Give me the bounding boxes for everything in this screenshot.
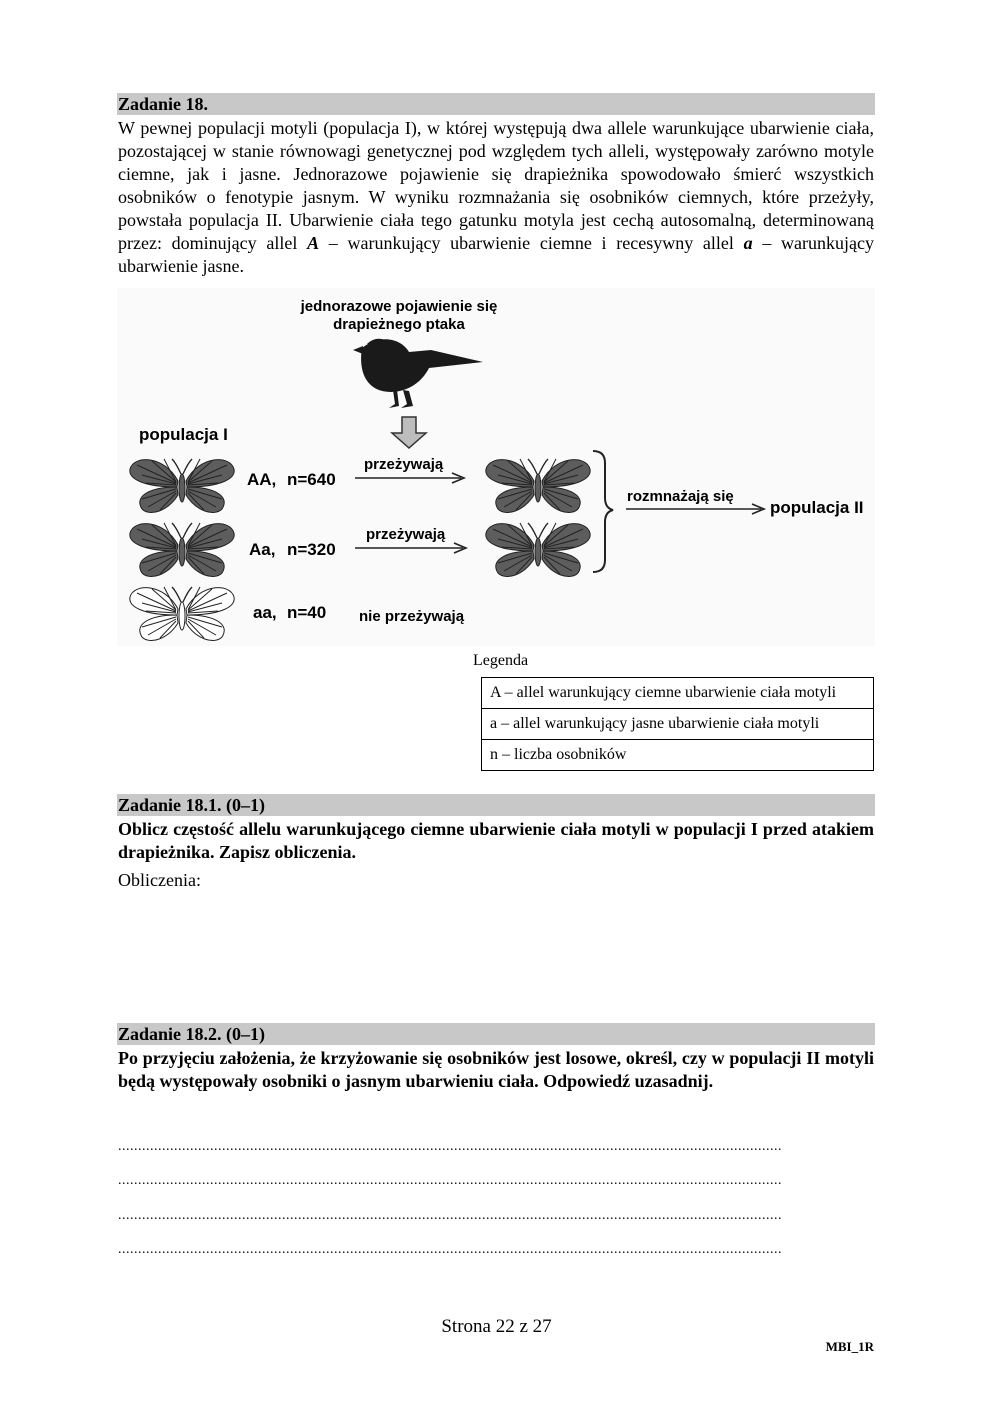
legend-row bbox=[482, 740, 874, 771]
intro-part2: – warunkujący ubarwienie ciemne i recesywny allel bbox=[319, 233, 744, 253]
genotype-AA: AA, bbox=[247, 470, 277, 489]
intro-part3: – warunkujący ubarwienie jasne. bbox=[118, 233, 874, 276]
genotype-aa: aa, bbox=[253, 603, 277, 622]
genotype-Aa: Aa, bbox=[249, 540, 276, 559]
count-AA: n=640 bbox=[287, 470, 336, 489]
legend-row bbox=[482, 678, 874, 709]
task18-2-header: Zadanie 18.2. (0–1) bbox=[117, 1023, 875, 1045]
population2-label: populacja II bbox=[770, 498, 864, 517]
reproduce-label: rozmnażają się bbox=[627, 488, 734, 505]
count-Aa: n=320 bbox=[287, 540, 336, 559]
intro-part1: W pewnej populacji motyli (populacja I), w której występują dwa allele warunkujące ubarwienie ciała, pozostającej w stanie równowagi genetycznej pod względem tych alleli, występowały zarówno motyle ciemne, jak i jasne. Jednorazowe pojawienie się drapieżnika spowodowało śmierć wszystkich osobników o fenotypie jasnym. W wyniku rozmnażania się osobników ciemnych, które przeżyły, powstała populacja II. Ubarwienie ciała tego gatunku motyla jest cechą autosomalną, determinowaną przez: dominujący allel bbox=[118, 118, 874, 253]
task18-header: Zadanie 18. bbox=[117, 93, 875, 115]
legend-table bbox=[481, 677, 874, 771]
answer-line[interactable]: ...................................................................................................................................................................... bbox=[118, 1245, 782, 1255]
fate-aa: nie przeżywają bbox=[359, 608, 465, 625]
answer-line[interactable]: ...................................................................................................................................................................... bbox=[118, 1142, 782, 1152]
legend-entry-A: A – allel warunkujący ciemne ubarwienie ciała motyli bbox=[482, 678, 874, 709]
answer-line[interactable]: ...................................................................................................................................................................... bbox=[118, 1176, 782, 1186]
page-number: Strona 22 z 27 bbox=[441, 1316, 552, 1337]
allele-a-symbol: a bbox=[743, 233, 753, 253]
task18-intro bbox=[118, 117, 874, 278]
predator-label-line1: jednorazowe pojawienie się bbox=[300, 298, 498, 315]
task18-1-header bbox=[117, 794, 875, 816]
legend-entry-n: n – liczba osobników bbox=[482, 740, 874, 771]
predator-label-line2: drapieżnego ptaka bbox=[333, 316, 465, 333]
exam-code: MBI_1R bbox=[825, 1339, 874, 1354]
allele-A-symbol: A bbox=[307, 233, 320, 253]
legend-title: Legenda bbox=[473, 652, 529, 669]
task18-1-header-text: Zadanie 18.1. (0–1) bbox=[118, 795, 266, 815]
count-aa: n=40 bbox=[287, 603, 327, 622]
task18-2-question: Po przyjęciu założenia, że krzyżowanie się osobników jest losowe, określ, czy w populacji II motyli będą występowały osobniki o jasnym ubarwieniu ciała. Odpowiedź uzasadnij. bbox=[118, 1048, 874, 1091]
population1-label: populacja I bbox=[139, 425, 228, 444]
selection-diagram bbox=[117, 288, 875, 646]
fate-Aa: przeżywają bbox=[366, 526, 446, 543]
legend-row bbox=[482, 709, 874, 740]
fate-AA: przeżywają bbox=[364, 456, 444, 473]
task18-1-question: Oblicz częstość allelu warunkującego ciemne ubarwienie ciała motyli w populacji I przed atakiem drapieżnika. Zapisz obliczenia. bbox=[118, 819, 874, 862]
legend-entry-a: a – allel warunkujący jasne ubarwienie ciała motyli bbox=[482, 709, 874, 740]
calculations-label: Obliczenia: bbox=[118, 870, 201, 890]
answer-line[interactable]: ...................................................................................................................................................................... bbox=[118, 1211, 782, 1221]
